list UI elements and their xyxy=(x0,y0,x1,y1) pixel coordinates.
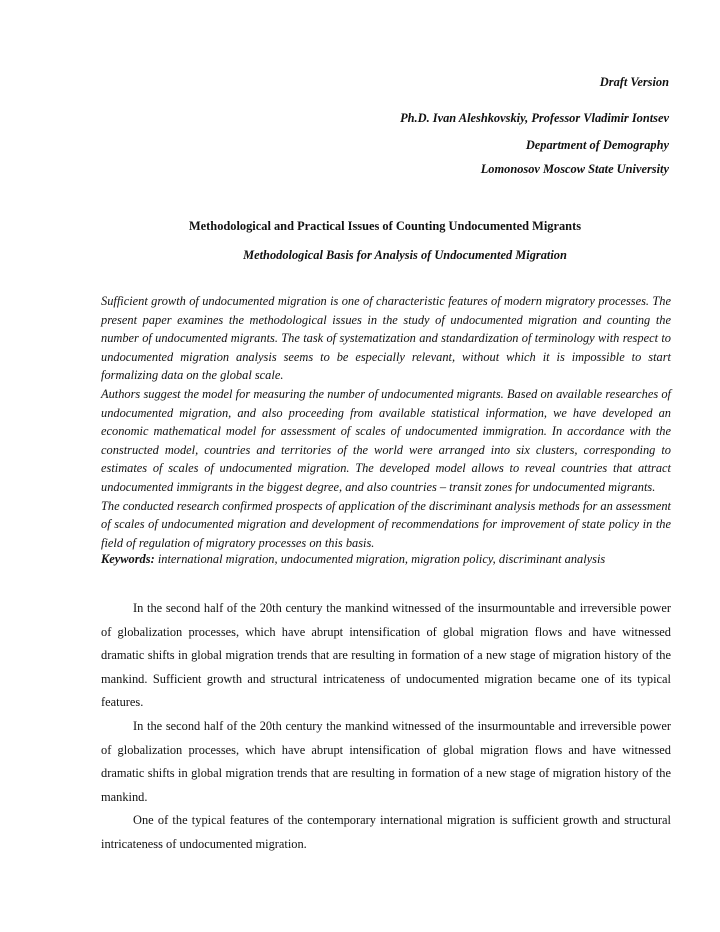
keywords-text: international migration, undocumented migration, migration policy, discriminant analysis xyxy=(157,552,606,566)
paper-subtitle: Methodological Basis for Analysis of Undocumented Migration xyxy=(243,248,567,262)
keywords-label: Keywords: xyxy=(101,552,155,566)
university-line: Lomonosov Moscow State University xyxy=(480,162,669,176)
abstract-paragraph: Authors suggest the model for measuring the number of undocumented migrants. Based on available researches of undocumented migration, and also proceeding from available statistical information, we have developed an economic mathematical model for assessment of scales of undocumented immigration. In accordance with the constructed model, countries and territories of the world were arranged into six clusters, corresponding to estimates of scales of undocumented migration. The developed model allows to reveal countries that attract undocumented immigrants in the biggest degree, and also countries – transit zones for undocumented migrants. xyxy=(101,386,671,494)
draft-version-label: Draft Version xyxy=(599,75,669,89)
paper-title: Methodological and Practical Issues of Counting Undocumented Migrants xyxy=(188,219,582,233)
abstract xyxy=(101,292,671,552)
abstract-paragraph: The conducted research confirmed prospects of application of the discriminant analysis methods for an assessment of scales of undocumented migration and development of recommendations for improvement of state policy in the field of regulation of migratory processes on this basis. xyxy=(101,498,671,550)
body-paragraph: In the second half of the 20th century the mankind witnessed of the insurmountable and irreversible power of globalization processes, which have abrupt intensification of global migration flows and have witnessed dramatic shifts in global migration trends that are resulting in formation of a new stage of migration history of the mankind. Sufficient growth and structural intricateness of undocumented migration became one of its typical features. xyxy=(101,601,671,710)
authors-line: Ph.D. Ivan Aleshkovskiy, Professor Vladimir Iontsev xyxy=(400,111,669,125)
keywords xyxy=(101,550,671,569)
abstract-paragraph: Sufficient growth of undocumented migration is one of characteristic features of modern migratory processes. The present paper examines the methodological issues in the study of undocumented migration and counting the number of undocumented migrants. The task of systematization and standardization of terminology with respect to undocumented migration analysis seems to be especially relevant, without which it is impossible to start formalizing data on the global scale. xyxy=(101,294,671,383)
body-paragraph: One of the typical features of the contemporary international migration is sufficient growth and structural intricateness of undocumented migration. xyxy=(101,813,671,851)
body-paragraph: In the second half of the 20th century the mankind witnessed of the insurmountable and irreversible power of globalization processes, which have abrupt intensification of global migration flows and have witnessed dramatic shifts in global migration trends that are resulting in formation of a new stage of migration history of the mankind. xyxy=(101,718,671,804)
body-text xyxy=(101,597,671,857)
department-line: Department of Demography xyxy=(525,138,669,152)
